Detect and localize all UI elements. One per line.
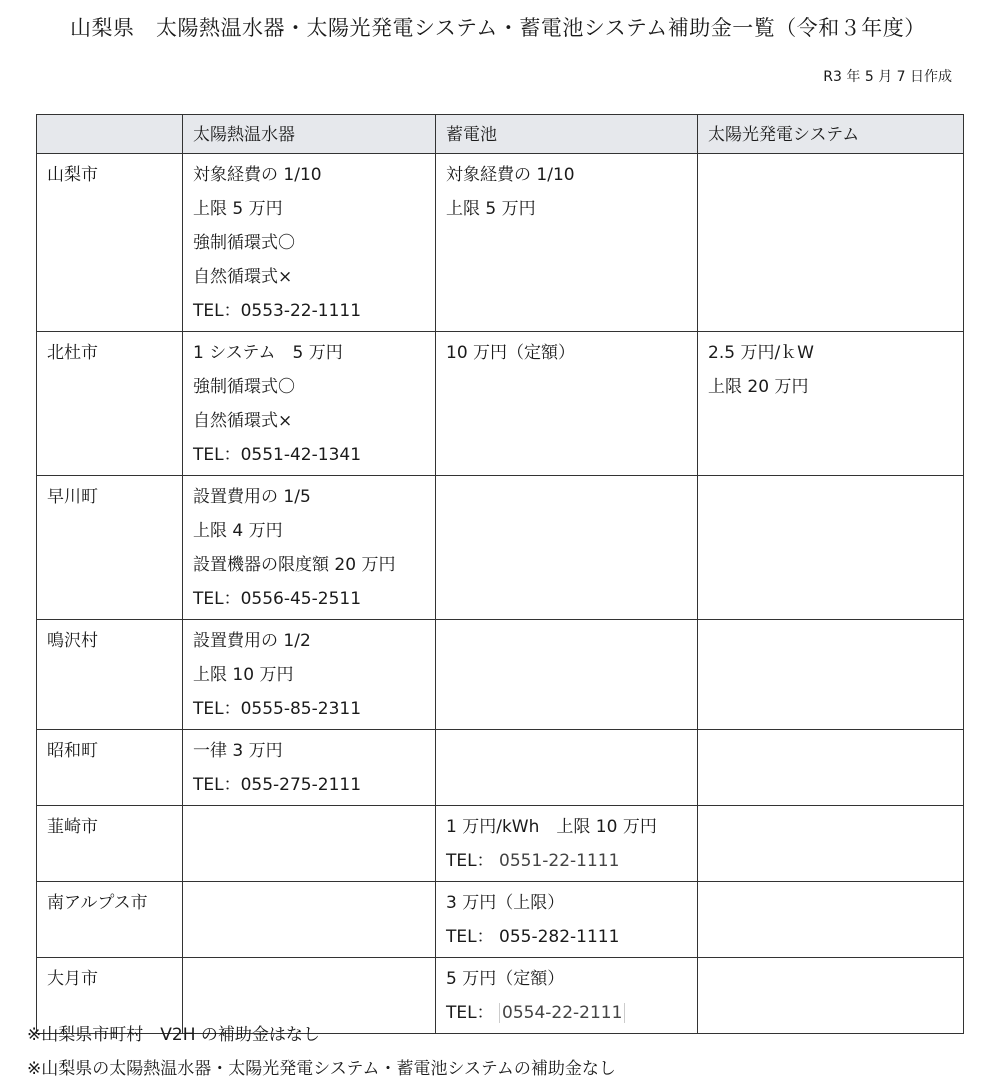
created-date: R3 年 5 月 7 日作成: [823, 69, 952, 85]
table-row: [37, 806, 964, 882]
tel-number: 0551-22-1111: [499, 851, 620, 871]
solar-water-cell: [183, 476, 436, 620]
solar-power-cell: [698, 730, 964, 806]
solar-water-cell: [183, 154, 436, 332]
city-name: 山梨市: [47, 165, 98, 185]
header-battery: 蓄電池: [436, 115, 698, 154]
battery-cell: [436, 730, 698, 806]
cell-line: TEL：0556-45-2511: [193, 589, 362, 609]
battery-cell: [436, 154, 698, 332]
cell-line: 設置機器の限度額 20 万円: [193, 555, 396, 575]
tel-label: TEL：: [446, 1003, 494, 1023]
header-solar-water-heater: 太陽熱温水器: [183, 115, 436, 154]
cell-line: 自然循環式×: [193, 267, 293, 287]
cell-line: 対象経費の 1/10: [446, 165, 575, 185]
city-name: 早川町: [47, 487, 98, 507]
cell-line: 10 万円（定額）: [446, 343, 576, 363]
subsidy-table: [36, 114, 964, 1034]
city-name: 鳴沢村: [47, 631, 98, 651]
cell-line: 2.5 万円/ｋW: [708, 343, 814, 363]
header-blank: [37, 115, 183, 154]
cell-line: 1 万円/kWh 上限 10 万円: [446, 817, 657, 837]
footnote-prefecture: ※山梨県の太陽熱温水器・太陽光発電システム・蓄電池システムの補助金なし: [27, 1059, 616, 1079]
footnotes: [27, 1018, 616, 1086]
solar-power-cell: [698, 620, 964, 730]
cell-line: 設置費用の 1/2: [193, 631, 311, 651]
solar-power-cell: [698, 806, 964, 882]
header-solar-power: 太陽光発電システム: [698, 115, 964, 154]
solar-power-cell: [698, 476, 964, 620]
city-cell: [37, 730, 183, 806]
cell-line: TEL：0553-22-1111: [193, 301, 362, 321]
battery-cell: [436, 806, 698, 882]
tel-line: [446, 844, 687, 878]
cell-line: 上限 5 万円: [193, 199, 283, 219]
city-cell: [37, 332, 183, 476]
cell-line: 設置費用の 1/5: [193, 487, 311, 507]
battery-cell: [436, 620, 698, 730]
cell-line: 上限 10 万円: [193, 665, 294, 685]
city-name: 南アルプス市: [47, 893, 148, 913]
cell-line: 強制循環式〇: [193, 377, 295, 397]
solar-power-cell: [698, 882, 964, 958]
cell-line: 一律 3 万円: [193, 741, 283, 761]
solar-power-cell: [698, 154, 964, 332]
cell-line: 上限 4 万円: [193, 521, 283, 541]
solar-water-cell: [183, 332, 436, 476]
city-cell: [37, 154, 183, 332]
cell-line: 上限 20 万円: [708, 377, 809, 397]
table-row: [37, 332, 964, 476]
tel-number: 0554-22-2111: [499, 1003, 625, 1023]
city-name: 大月市: [47, 969, 98, 989]
cell-line: 強制循環式〇: [193, 233, 295, 253]
solar-water-cell: [183, 806, 436, 882]
cell-line: 対象経費の 1/10: [193, 165, 322, 185]
solar-water-cell: [183, 620, 436, 730]
solar-power-cell: [698, 958, 964, 1034]
table-row: [37, 882, 964, 958]
footnote-v2h: ※山梨県市町村 V2H の補助金はなし: [27, 1025, 320, 1045]
city-cell: [37, 620, 183, 730]
cell-line: TEL：055-275-2111: [193, 775, 362, 795]
cell-line: 3 万円（上限）: [446, 893, 565, 913]
city-cell: [37, 882, 183, 958]
battery-cell: [436, 332, 698, 476]
tel-label: TEL：: [446, 927, 494, 947]
city-name: 韮崎市: [47, 817, 98, 837]
cell-line: TEL：0555-85-2311: [193, 699, 362, 719]
table-row: [37, 620, 964, 730]
table-row: [37, 476, 964, 620]
city-cell: [37, 806, 183, 882]
table-row: [37, 730, 964, 806]
document-title: 山梨県 太陽熱温水器・太陽光発電システム・蓄電池システム補助金一覧（令和３年度）: [70, 16, 926, 40]
tel-line: [446, 920, 687, 954]
city-name: 昭和町: [47, 741, 98, 761]
table-header-row: [37, 115, 964, 154]
solar-power-cell: [698, 332, 964, 476]
cell-line: 1 システム 5 万円: [193, 343, 343, 363]
table-row: [37, 154, 964, 332]
battery-cell: [436, 476, 698, 620]
solar-water-cell: [183, 730, 436, 806]
cell-line: TEL：0551-42-1341: [193, 445, 362, 465]
battery-cell: [436, 882, 698, 958]
cell-line: 自然循環式×: [193, 411, 293, 431]
solar-water-cell: [183, 882, 436, 958]
cell-line: 5 万円（定額）: [446, 969, 565, 989]
cell-line: 上限 5 万円: [446, 199, 536, 219]
city-cell: [37, 476, 183, 620]
tel-number: 055-282-1111: [499, 927, 620, 947]
city-name: 北杜市: [47, 343, 98, 363]
tel-label: TEL：: [446, 851, 494, 871]
